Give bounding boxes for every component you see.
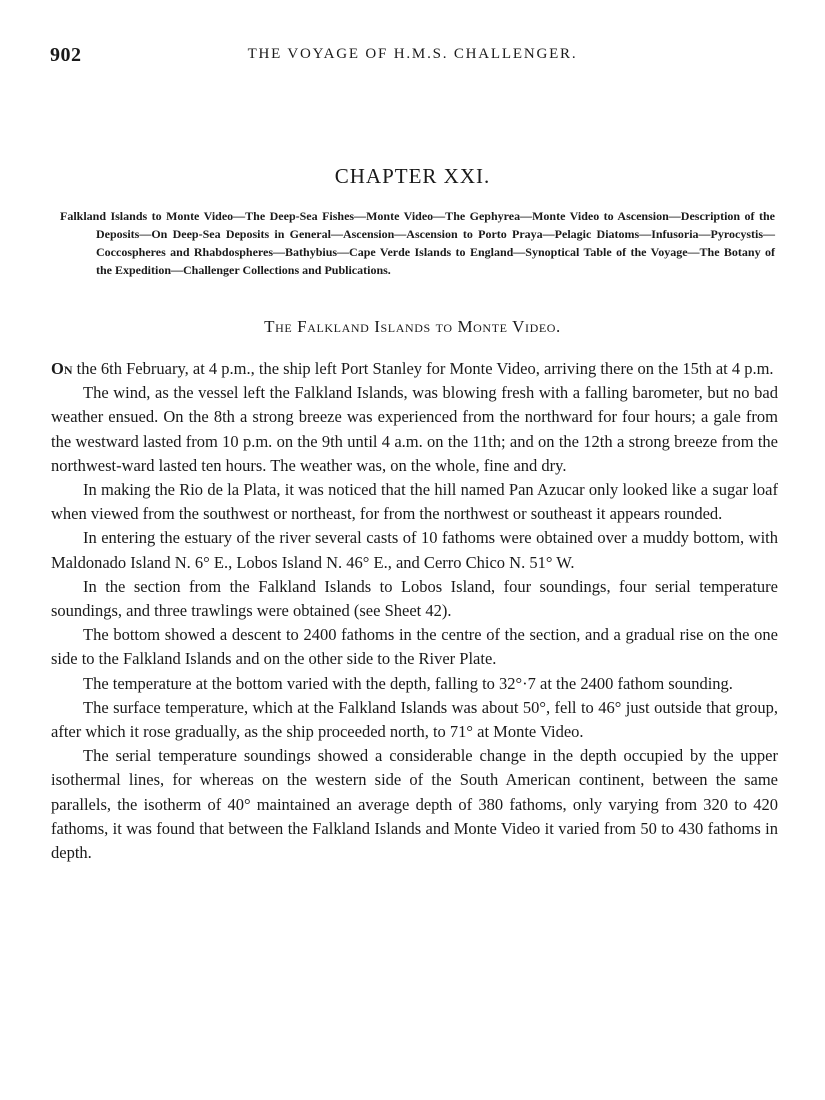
paragraph: The serial temperature soundings showed a considerable change in the depth occupied by the upper isothermal lines, for whereas on the western side of the South American continent, between the same parallels, the isotherm of 40° maintained an average depth of 380 fathoms, only varying from 320 to 420 fathoms, it was found that between the Falkland Islands and Monte Video it varied from 50 to 430 fathoms in depth.	[51, 746, 778, 863]
paragraph: In entering the estuary of the river several casts of 10 fathoms were obtained over a muddy bottom, with Maldonado Island N. 6° E., Lobos Island N. 46° E., and Cerro Chico N. 51° W.	[51, 528, 778, 572]
chapter-synopsis: Falkland Islands to Monte Video—The Deep-Sea Fishes—Monte Video—The Gephyrea—Monte Video to Ascension—Description of the Deposits—On Deep-Sea Deposits in General—Ascension—Ascension to Porto Praya—Pelagic Diatoms—Infusoria—Pyrocystis—Coccospheres and Rhabdospheres—Bathybius—Cape Verde Islands to England—Synoptical Table of the Voyage—The Botany of the Expedition—Challenger Collections and Publications.	[60, 209, 775, 277]
body-text	[51, 357, 778, 865]
section-heading: The Falkland Islands to Monte Video.	[264, 317, 561, 336]
paragraph-lead-word: On	[51, 359, 73, 378]
running-title: THE VOYAGE OF H.M.S. CHALLENGER.	[247, 46, 578, 62]
chapter-title: CHAPTER XXI.	[334, 164, 491, 188]
paragraph: The surface temperature, which at the Falkland Islands was about 50°, fell to 46° just outside that group, after which it rose gradually, as the ship proceeded north, to 71° at Monte Video.	[51, 697, 778, 742]
paragraph: The bottom showed a descent to 2400 fathoms in the centre of the section, and a gradual rise on the one side to the Falkland Islands and on the other side to the River Plate.	[51, 625, 778, 669]
paragraph	[51, 357, 778, 381]
page-number: 902	[50, 44, 82, 66]
paragraph-text: the 6th February, at 4 p.m., the ship left Port Stanley for Monte Video, arriving there on the 15th at 4 p.m.	[72, 359, 774, 378]
paragraph: The wind, as the vessel left the Falkland Islands, was blowing fresh with a falling barometer, but no bad weather ensued. On the 8th a strong breeze was experienced from the northward for four hours; a gale from the westward lasted from 10 p.m. on the 9th until 4 a.m. on the 11th; and on the 12th a strong breeze from the northwest-ward lasted ten hours. The weather was, on the whole, fine and dry.	[51, 383, 778, 475]
paragraph: In the section from the Falkland Islands to Lobos Island, four soundings, four serial temperature soundings, and three trawlings were obtained (see Sheet 42).	[51, 576, 778, 621]
running-head	[50, 44, 775, 68]
paragraph: The temperature at the bottom varied with the depth, falling to 32°·7 at the 2400 fathom sounding.	[83, 673, 733, 693]
paragraph: In making the Rio de la Plata, it was noticed that the hill named Pan Azucar only looked like a sugar loaf when viewed from the southwest or northeast, for from the northwest or southeast it appears rounded.	[51, 480, 778, 524]
